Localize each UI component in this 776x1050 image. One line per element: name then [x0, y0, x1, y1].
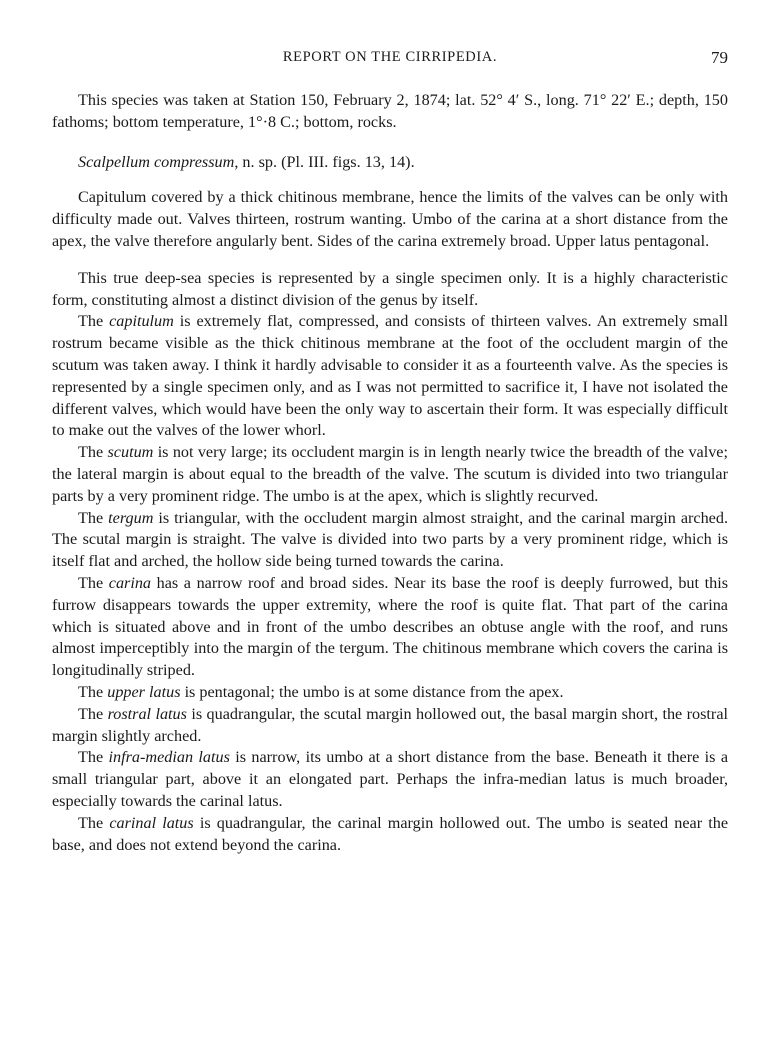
rostral-latus-text: is quadrangular, the scutal margin hollowed out, the basal margin short, the rostral margin slightly arched.	[52, 704, 728, 745]
tergum-pre: The	[78, 508, 109, 527]
intro-paragraph	[52, 268, 728, 312]
upper-latus-pre: The	[78, 682, 108, 701]
scutum-pre: The	[78, 443, 108, 462]
carina-term: carina	[108, 573, 152, 592]
carinal-latus-text: is quadrangular, the carinal margin hollowed out. The umbo is seated near the base, and does not extend beyond the carina.	[52, 813, 729, 854]
upper-latus-term: upper latus	[107, 682, 181, 701]
capitulum-term: capitulum	[109, 312, 174, 331]
infra-median-latus-paragraph	[52, 747, 728, 812]
carinal-latus-pre: The	[78, 813, 110, 832]
intro-text: This true deep-sea species is represented by a single specimen only. It is a highly characteristic form, constituting almost a distinct division of the genus by itself.	[52, 268, 728, 309]
page-number: 79	[711, 48, 728, 67]
diagnosis-text: Capitulum covered by a thick chitinous membrane, hence the limits of the valves can be only with difficulty made out. Valves thirteen, rostrum wanting. Umbo of the carina at a short distance from the apex, the valve therefore angularly bent. Sides of the carina extremely broad. Upper latus pentagonal.	[52, 188, 728, 250]
infra-median-latus-pre: The	[78, 748, 109, 767]
scutum-term: scutum	[107, 443, 154, 462]
tergum-paragraph	[52, 508, 728, 573]
page-header	[52, 49, 728, 71]
running-title: REPORT ON THE CIRRIPEDIA.	[282, 49, 498, 65]
species-heading	[52, 152, 728, 174]
carina-paragraph	[52, 573, 728, 682]
diagnosis-paragraph	[52, 187, 728, 252]
tergum-text: is triangular, with the occludent margin almost straight, and the carinal margin arched. The scutal margin is straight. The valve is divided into two parts by a very prominent ridge, which is itself flat and arched, the hollow side being turned towards the carina.	[52, 508, 729, 571]
capitulum-text: is extremely flat, compressed, and consists of thirteen valves. An extremely small rostrum became visible as the thick chitinous membrane at the foot of the occludent margin of the scutum was taken away. I think it hardly advisable to consider it as a fourteenth valve. As the species is represented by a single specimen only, and as I was not permitted to sacrifice it, I have not isolated the different valves, which would have been the only way to ascertain their form. It was especially difficult to make out the valves of the lower whorl.	[52, 312, 728, 440]
carina-text: has a narrow roof and broad sides. Near its base the roof is deeply furrowed, but this furrow disappears towards the upper extremity, where the roof is quite flat. That part of the carina which is situated above and in front of the umbo describes an obtuse angle with the roof, and runs almost imperceptibly into the margin of the tergum. The chitinous membrane which covers the carina is longitudinally striped.	[52, 573, 728, 680]
rostral-latus-pre: The	[78, 704, 108, 723]
carina-pre: The	[78, 573, 109, 592]
infra-median-latus-text: is narrow, its umbo at a short distance from the base. Beneath it there is a small triangular part, above it an elongated part. Perhaps the infra-median latus is much broader, especially towards the carinal latus.	[52, 748, 728, 810]
body-text	[52, 90, 728, 856]
species-reference: , n. sp. (Pl. III. figs. 13, 14).	[234, 152, 415, 171]
capitulum-paragraph	[52, 311, 728, 442]
station-paragraph	[52, 90, 728, 134]
carinal-latus-term: carinal latus	[109, 813, 194, 832]
infra-median-latus-term: infra-median latus	[108, 748, 230, 767]
rostral-latus-term: rostral latus	[107, 704, 187, 723]
tergum-term: tergum	[108, 508, 154, 527]
carinal-latus-paragraph	[52, 813, 728, 857]
capitulum-pre: The	[78, 312, 110, 331]
station-text: This species was taken at Station 150, February 2, 1874; lat. 52° 4′ S., long. 71° 22′ E.; depth, 150 fathoms; bottom temperature, 1°·8 C.; bottom, rocks.	[52, 91, 728, 131]
rostral-latus-paragraph	[52, 704, 728, 748]
upper-latus-paragraph	[52, 682, 728, 704]
scutum-paragraph	[52, 442, 728, 507]
upper-latus-text: is pentagonal; the umbo is at some distance from the apex.	[180, 682, 564, 701]
scutum-text: is not very large; its occludent margin is in length nearly twice the breadth of the valve; the lateral margin is about equal to the breadth of the valve. The scutum is divided into two triangular parts by a very prominent ridge. The umbo is at the apex, which is slightly recurved.	[52, 443, 728, 505]
species-name: Scalpellum compressum	[78, 152, 235, 171]
